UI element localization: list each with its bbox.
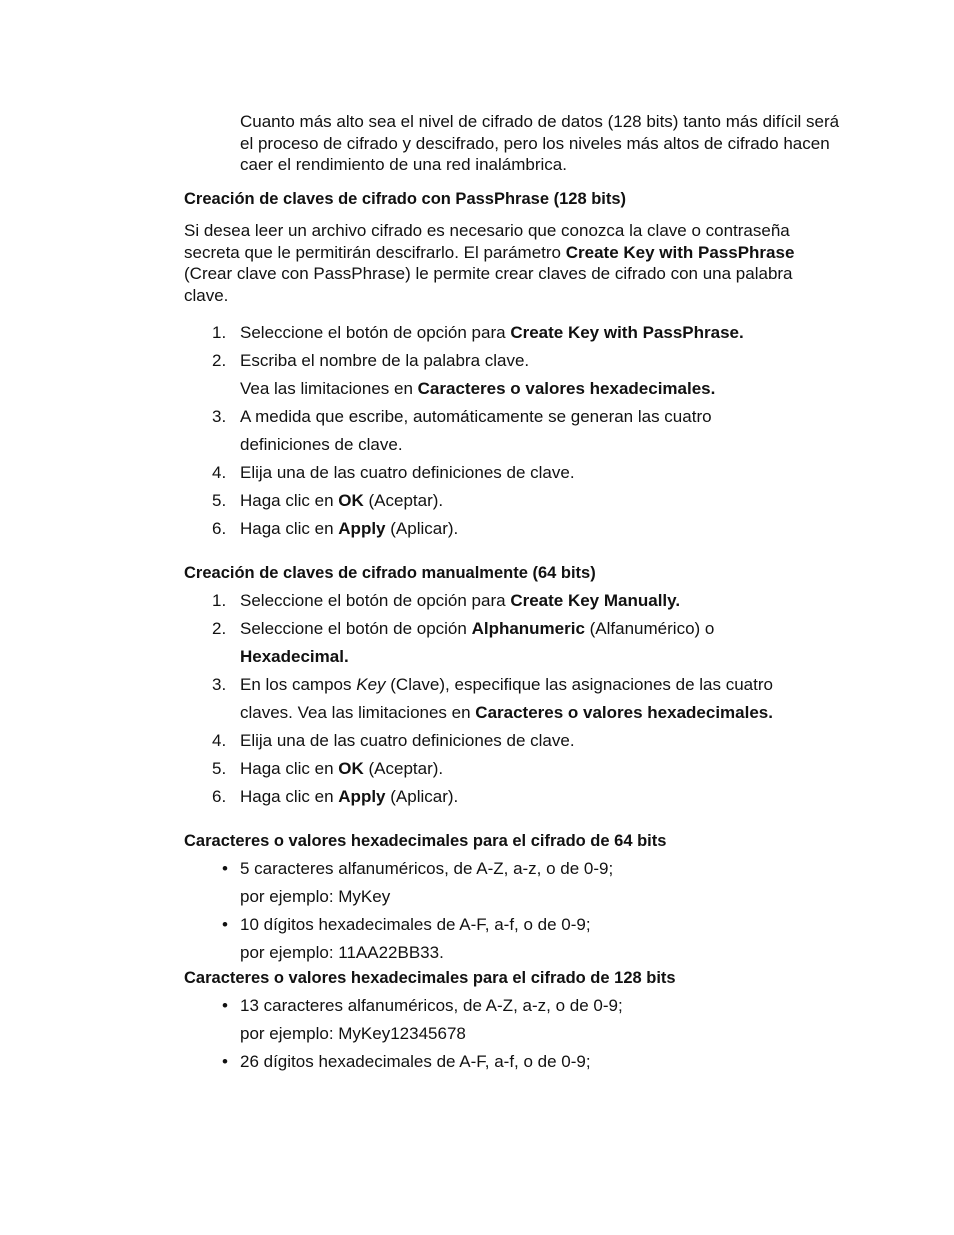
step-text: (Alfanumérico) o <box>584 619 715 638</box>
list-item <box>184 615 864 671</box>
bullet-icon: • <box>222 859 228 878</box>
step-text: Elija una de las cuatro definiciones de clave. <box>240 731 575 750</box>
step-text: Vea las limitaciones en <box>240 379 418 398</box>
step-text: claves. Vea las limitaciones en <box>240 703 476 722</box>
list-item <box>184 403 864 459</box>
step-text: (Aplicar). <box>385 787 459 806</box>
list-item <box>184 727 864 755</box>
step-number: 4. <box>212 463 227 482</box>
bullet-icon: • <box>222 1052 228 1071</box>
step-text: Elija una de las cuatro definiciones de clave. <box>240 463 575 482</box>
step-italic: Key <box>356 675 386 694</box>
step-number: 5. <box>212 491 227 510</box>
item-text: 26 dígitos hexadecimales de A-F, a-f, o de 0-9; <box>240 1052 591 1071</box>
step-text: (Aplicar). <box>385 519 459 538</box>
step-number: 5. <box>212 759 227 778</box>
section-heading-passphrase: Creación de claves de cifrado con PassPhrase (128 bits) <box>184 190 627 208</box>
hex-128-list <box>184 992 864 1076</box>
step-text: Haga clic en <box>240 519 339 538</box>
step-text: En los campos <box>240 675 357 694</box>
step-continuation <box>240 375 864 403</box>
item-continuation: por ejemplo: MyKey <box>240 887 391 906</box>
hex-64-list <box>184 855 864 967</box>
para-text: Si desea leer un archivo cifrado es necesario que conozca la clave o contraseña secreta que le permitirán descifrarlo. El parámetro <box>184 221 790 262</box>
list-item <box>184 783 864 811</box>
step-number: 4. <box>212 731 227 750</box>
step-bold: Caracteres o valores hexadecimales. <box>417 379 716 398</box>
step-number: 3. <box>212 407 227 426</box>
step-text: Seleccione el botón de opción para <box>240 591 511 610</box>
step-continuation: definiciones de clave. <box>240 435 403 454</box>
step-text: Seleccione el botón de opción para <box>240 323 511 342</box>
section-heading-64bit: Caracteres o valores hexadecimales para el cifrado de 64 bits <box>184 832 667 850</box>
intro-paragraph: Cuanto más alto sea el nivel de cifrado de datos (128 bits) tanto más difícil será el proceso de cifrado y descifrado, pero los niveles más altos de cifrado hacen caer el rendimiento de una red inalámbrica. <box>240 112 840 174</box>
step-text: Escriba el nombre de la palabra clave. <box>240 351 530 370</box>
item-text: 5 caracteres alfanuméricos, de A-Z, a-z, o de 0-9; <box>240 859 614 878</box>
list-item <box>184 487 864 515</box>
step-continuation: Hexadecimal. <box>240 647 349 666</box>
step-text: Haga clic en <box>240 491 339 510</box>
list-item <box>184 755 864 783</box>
step-number: 2. <box>212 619 227 638</box>
manual-steps <box>184 587 864 811</box>
step-bold: Create Key Manually. <box>510 591 681 610</box>
list-item <box>184 911 864 967</box>
passphrase-steps <box>184 319 864 543</box>
list-item <box>184 459 864 487</box>
para-text: (Crear clave con PassPhrase) le permite crear claves de cifrado con una palabra clave. <box>184 264 793 305</box>
item-continuation: por ejemplo: MyKey12345678 <box>240 1024 466 1043</box>
step-bold: OK <box>338 491 364 510</box>
step-number: 3. <box>212 675 227 694</box>
item-continuation: por ejemplo: 11AA22BB33. <box>240 943 444 962</box>
bullet-icon: • <box>222 915 228 934</box>
step-number: 1. <box>212 323 227 342</box>
section-heading-128bit: Caracteres o valores hexadecimales para el cifrado de 128 bits <box>184 969 676 987</box>
step-text: Seleccione el botón de opción <box>240 619 472 638</box>
passphrase-paragraph <box>184 220 834 306</box>
bullet-icon: • <box>222 996 228 1015</box>
step-text: (Aceptar). <box>363 759 444 778</box>
step-text: Haga clic en <box>240 787 339 806</box>
step-text: Haga clic en <box>240 759 339 778</box>
item-text: 13 caracteres alfanuméricos, de A-Z, a-z, o de 0-9; <box>240 996 623 1015</box>
step-number: 2. <box>212 351 227 370</box>
list-item <box>184 855 864 911</box>
list-item <box>184 587 864 615</box>
list-item <box>184 992 864 1048</box>
item-text: 10 dígitos hexadecimales de A-F, a-f, o de 0-9; <box>240 915 591 934</box>
step-bold: Caracteres o valores hexadecimales. <box>475 703 773 722</box>
step-bold: Apply <box>338 519 386 538</box>
section-heading-manual: Creación de claves de cifrado manualmente (64 bits) <box>184 564 596 582</box>
list-item <box>184 1048 864 1076</box>
step-number: 6. <box>212 519 227 538</box>
list-item <box>184 515 864 543</box>
step-number: 6. <box>212 787 227 806</box>
step-continuation <box>240 699 864 727</box>
list-item <box>184 347 864 403</box>
step-bold: OK <box>338 759 364 778</box>
step-text: A medida que escribe, automáticamente se generan las cuatro <box>240 407 712 426</box>
para-bold-term: Create Key with PassPhrase <box>565 242 795 262</box>
step-bold: Alphanumeric <box>471 619 585 638</box>
step-text: (Aceptar). <box>363 491 444 510</box>
step-bold: Apply <box>338 787 386 806</box>
step-text: (Clave), especifique las asignaciones de las cuatro <box>385 675 773 694</box>
list-item <box>184 671 864 727</box>
step-bold: Create Key with PassPhrase. <box>510 323 744 342</box>
step-number: 1. <box>212 591 227 610</box>
list-item <box>184 319 864 347</box>
